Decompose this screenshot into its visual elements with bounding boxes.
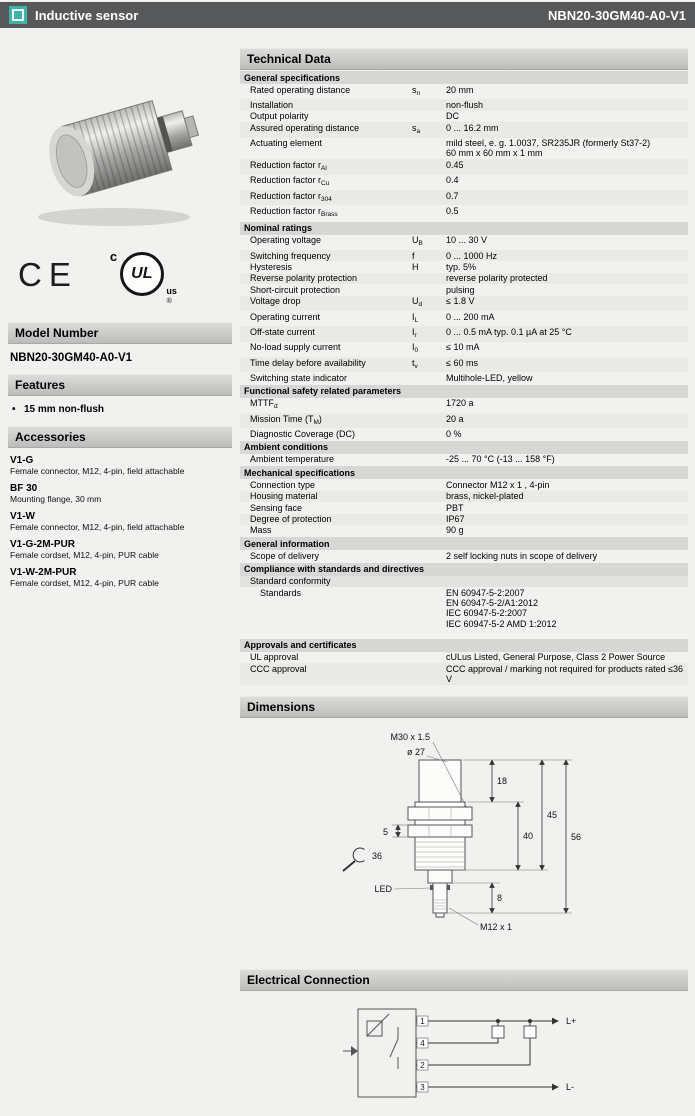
l-plus-label: L+ (566, 1015, 577, 1026)
ul-registered-symbol: ® (166, 298, 172, 305)
spec-value-line: 0.5 (446, 205, 459, 216)
spec-value (446, 327, 688, 341)
ul-us-label: us (166, 286, 177, 296)
spec-row (240, 454, 688, 465)
l-minus-label: L- (566, 1081, 575, 1092)
pin-4-label: 4 (420, 1038, 425, 1048)
spec-value (446, 514, 688, 524)
product-photo (8, 54, 232, 242)
spec-value-line: non-flush (446, 99, 484, 110)
spec-symbol (412, 454, 446, 464)
spec-value-line: EN 60947-5-2:2007 (446, 587, 525, 598)
spec-row (240, 372, 688, 383)
spec-label: Diagnostic Coverage (DC) (250, 428, 356, 439)
spec-row (240, 311, 688, 326)
spec-section-header: Compliance with standards and directives (240, 563, 688, 576)
spec-label: Voltage drop (250, 296, 301, 307)
spec-row (240, 273, 688, 284)
spec-symbol (412, 100, 446, 110)
spec-value (446, 551, 688, 561)
accessory-name: V1-W-2M-PUR (10, 567, 77, 578)
spec-label: Standards (260, 587, 302, 598)
approval-marks (18, 248, 232, 305)
spec-value (446, 273, 688, 283)
spec-symbol: $I_r$ (412, 326, 417, 339)
spec-value-line: 90 g (446, 525, 464, 536)
feature-text: 15 mm non-flush (24, 404, 105, 415)
spec-row (240, 357, 688, 372)
spec-value (446, 491, 688, 501)
dim-nut-thickness: 5 (382, 826, 388, 837)
spec-label: Reduction factor $r_{Cu}$ (250, 175, 330, 188)
spec-value-line: EN 60947-5-2/A1:2012 (446, 598, 539, 609)
spec-row (240, 84, 688, 99)
spec-row (240, 99, 688, 110)
spec-label: Switching frequency (250, 250, 331, 261)
spec-value (446, 576, 688, 586)
spec-value (446, 664, 688, 685)
spec-value (446, 235, 688, 249)
spec-label: Connection type (250, 479, 316, 490)
spec-label: Time delay before availability (250, 357, 366, 368)
spec-value (446, 296, 688, 310)
spec-symbol (412, 652, 446, 662)
head-outline (419, 760, 461, 802)
spec-value (446, 503, 688, 513)
spec-row (240, 190, 688, 205)
spec-row (240, 525, 688, 536)
spec-value-line: 0 ... 16.2 mm (446, 122, 499, 133)
thread-size-label: M30 x 1.5 (390, 731, 430, 742)
spec-label: Standard conformity (250, 576, 331, 587)
spec-label: UL approval (250, 652, 299, 663)
accessories-heading: Accessories (8, 426, 232, 448)
spec-row (240, 491, 688, 502)
spec-value-line: -25 ... 70 °C (-13 ... 158 °F) (446, 454, 555, 465)
spec-symbol (412, 285, 446, 295)
spec-row (240, 663, 688, 685)
spec-symbol (412, 514, 446, 524)
connector-thread-label: M12 x 1 (480, 921, 513, 932)
spec-row (240, 342, 688, 357)
spec-value (446, 525, 688, 535)
spec-row (240, 250, 688, 261)
spec-value-line: 60 mm x 60 mm x 1 mm (446, 148, 543, 159)
spec-row (240, 138, 688, 160)
spec-value-line: 0.7 (446, 190, 459, 201)
spec-value-line: 20 a (446, 413, 464, 424)
pin-2-label: 2 (420, 1060, 425, 1070)
technical-data-table (240, 71, 688, 685)
spec-row (240, 296, 688, 311)
spec-value (446, 160, 688, 174)
wrench-icon (343, 848, 365, 871)
accessory-item (10, 511, 230, 532)
connector-tip (436, 913, 444, 917)
spec-symbol (412, 480, 446, 490)
dimension-drawing-area (240, 718, 688, 963)
spec-value-line: brass, nickel-plated (446, 491, 524, 502)
spec-label: Operating current (250, 311, 321, 322)
spec-label: Assured operating distance (250, 122, 360, 133)
spec-value (446, 312, 688, 326)
spec-label: Actuating element (250, 138, 323, 148)
connector-outline (433, 883, 447, 913)
spec-row (240, 261, 688, 272)
product-photo-image (8, 54, 226, 242)
dim-body-length: 45 (547, 809, 558, 820)
spec-value (446, 454, 688, 464)
spec-symbol (412, 175, 446, 189)
spec-label: Installation (250, 99, 294, 110)
spec-label: $MTTF_d$ (250, 398, 278, 411)
nut-2-outline (408, 825, 472, 837)
spec-symbol (412, 414, 446, 428)
spec-value-line: 2 self locking nuts in scope of delivery (446, 550, 598, 561)
spec-row (240, 159, 688, 174)
accessories-list (8, 448, 232, 588)
spec-value-line: IEC 60947-5-2 AMD 1:2012 (446, 618, 557, 629)
spec-value (446, 588, 688, 630)
nut-1-outline (408, 807, 472, 820)
spec-symbol: $s_n$ (412, 84, 421, 97)
spec-section-header: Ambient conditions (240, 441, 688, 454)
led-ring-left (430, 885, 433, 890)
accessory-name: V1-W (10, 511, 35, 522)
spec-label: Reduction factor $r_{Al}$ (250, 159, 327, 172)
accessory-name: V1-G-2M-PUR (10, 539, 76, 550)
spec-value (446, 652, 688, 662)
spec-value (446, 480, 688, 490)
spec-symbol (412, 398, 446, 412)
spec-label: Sensing face (250, 502, 303, 513)
spec-row (240, 428, 688, 439)
spec-value-line: ≤ 1.8 V (446, 296, 475, 307)
spec-value (446, 342, 688, 356)
spec-symbol: $U_B$ (412, 235, 423, 248)
spec-row (240, 326, 688, 341)
spec-label: Short-circuit protection (250, 284, 341, 295)
led-ring-right (447, 885, 450, 890)
left-column (8, 40, 232, 595)
dim-wrench-size: 36 (372, 850, 383, 861)
spec-label: Reverse polarity protection (250, 273, 358, 284)
spec-label: Mission Time $(T_M)$ (250, 413, 322, 426)
spec-symbol (412, 206, 446, 220)
spec-value (446, 398, 688, 412)
accessory-name: V1-G (10, 455, 34, 466)
spec-value-line: Connector M12 x 1 , 4-pin (446, 479, 550, 490)
spec-symbol: $U_d$ (412, 296, 423, 309)
diameter-label: ø 27 (406, 746, 425, 757)
electrical-connection-diagram (240, 995, 688, 1111)
technical-data-heading: Technical Data (240, 48, 688, 70)
neck-outline (428, 870, 452, 883)
spec-section-header: General information (240, 537, 688, 550)
spec-symbol (412, 373, 446, 383)
spec-symbol: f (412, 250, 415, 261)
spec-symbol (412, 491, 446, 501)
features-heading: Features (8, 374, 232, 396)
spec-value (446, 414, 688, 428)
spec-row (240, 235, 688, 250)
spec-value (446, 85, 688, 99)
spec-symbol (412, 191, 446, 205)
accessory-desc: Mounting flange, 30 mm (10, 494, 102, 504)
spec-value (446, 138, 688, 159)
ul-c-label: c (109, 249, 118, 264)
spec-label: Off-state current (250, 326, 315, 337)
spec-row (240, 205, 688, 220)
model-number-heading: Model Number (8, 322, 232, 344)
spec-value (446, 191, 688, 205)
ce-mark: CE (18, 256, 78, 293)
spec-row (240, 514, 688, 525)
accessory-desc: Female connector, M12, 4-pin, field attachable (10, 522, 185, 532)
spec-label: Ambient temperature (250, 454, 335, 465)
spec-value (446, 100, 688, 110)
accessory-item (10, 483, 230, 504)
spec-section-header: Nominal ratings (240, 222, 688, 235)
spec-value (446, 358, 688, 372)
spec-value-line: 20 mm (446, 84, 474, 95)
feature-item (8, 396, 232, 425)
spec-row (240, 652, 688, 663)
spec-row (240, 122, 688, 137)
spec-value (446, 285, 688, 295)
spec-label: Switching state indicator (250, 372, 348, 383)
spec-value-line: ≤ 60 ms (446, 357, 478, 368)
spec-row (240, 413, 688, 428)
spec-value-line: 0 ... 1000 Hz (446, 250, 498, 261)
accessory-item (10, 567, 230, 588)
dim-head-length: 18 (497, 775, 508, 786)
spec-symbol (412, 588, 446, 630)
pin-3-label: 3 (420, 1082, 425, 1092)
spec-value-line: CCC approval / marking not required for products rated ≤36 V (446, 663, 684, 685)
spec-symbol: $I_L$ (412, 311, 419, 324)
spec-value-line: Multihole-LED, yellow (446, 372, 533, 383)
spec-label: Hysteresis (250, 261, 293, 272)
spec-row (240, 576, 688, 587)
accessory-desc: Female connector, M12, 4-pin, field attachable (10, 466, 185, 476)
inductive-sensor-symbol (367, 1014, 398, 1069)
spec-value-line: typ. 5% (446, 261, 477, 272)
spec-value (446, 175, 688, 189)
spec-section-header: General specifications (240, 71, 688, 84)
spec-value-line: pulsing (446, 284, 475, 295)
spec-row (240, 111, 688, 122)
dim-thread-length: 40 (523, 830, 534, 841)
spec-symbol (412, 503, 446, 513)
spec-value-line: 1720 a (446, 398, 474, 409)
spec-section-header: Functional safety related parameters (240, 385, 688, 398)
spec-label: No-load supply current (250, 342, 341, 353)
spec-row (240, 587, 688, 630)
spec-symbol: $I_0$ (412, 342, 419, 355)
cul-us-mark (109, 249, 177, 305)
spec-label: Operating voltage (250, 235, 322, 246)
spec-label: Housing material (250, 491, 318, 502)
spec-row (240, 175, 688, 190)
spec-label: CCC approval (250, 663, 307, 674)
accessory-desc: Female cordset, M12, 4-pin, PUR cable (10, 550, 159, 560)
spec-value (446, 373, 688, 383)
features-list (8, 396, 232, 425)
bullet: • (12, 404, 16, 415)
spec-symbol (412, 576, 446, 586)
spec-label: Rated operating distance (250, 84, 351, 95)
spec-symbol (412, 160, 446, 174)
electrical-connection-area (240, 991, 688, 1116)
output-1-branch (446, 1021, 498, 1043)
led-label: LED (374, 883, 392, 894)
ul-circle: UL (120, 252, 164, 296)
spec-symbol: H (412, 261, 419, 272)
spec-value-line: DC (446, 111, 459, 122)
spec-symbol (412, 273, 446, 283)
top-header-bar (0, 2, 695, 28)
spec-row (240, 398, 688, 413)
dim-connector-length: 8 (497, 892, 503, 903)
spec-value-line: 0.4 (446, 175, 459, 186)
spec-value-line: 0.45 (446, 159, 464, 170)
spec-label: Scope of delivery (250, 550, 320, 561)
spec-symbol: $t_v$ (412, 357, 418, 370)
spec-value-line: IP67 (446, 514, 465, 524)
spec-row (240, 550, 688, 561)
accessory-name: BF 30 (10, 483, 38, 494)
dim-total-length: 56 (571, 831, 582, 842)
target-direction-icon (343, 1046, 358, 1056)
model-number-value: NBN20-30GM40-A0-V1 (10, 352, 133, 364)
spec-value-line: ≤ 10 mA (446, 342, 480, 353)
accessory-desc: Female cordset, M12, 4-pin, PUR cable (10, 578, 159, 588)
dimension-drawing (240, 722, 688, 958)
spec-value-line: 0 ... 0.5 mA typ. 0.1 µA at 25 °C (446, 326, 572, 337)
spec-value-line: IEC 60947-5-2:2007 (446, 608, 528, 619)
load-2 (524, 1026, 536, 1038)
spec-row (240, 502, 688, 513)
spec-symbol (412, 525, 446, 535)
spec-value (446, 111, 688, 121)
spec-value (446, 429, 688, 439)
spec-symbol (412, 664, 446, 685)
spec-value (446, 123, 688, 137)
pin-stubs (416, 1016, 446, 1092)
spec-value (446, 251, 688, 261)
spec-value-line: cULus Listed, General Purpose, Class 2 Power Source (446, 652, 666, 663)
spec-label: Reduction factor $r_{Brass}$ (250, 205, 338, 218)
product-type-title: Inductive sensor (35, 7, 139, 23)
spec-row (240, 479, 688, 490)
header-part-number: NBN20-30GM40-A0-V1 (548, 7, 686, 23)
spec-value (446, 206, 688, 220)
accessory-item (10, 539, 230, 560)
spec-value-line: PBT (446, 502, 464, 513)
spec-symbol (412, 429, 446, 439)
spec-label: Output polarity (250, 111, 309, 122)
spec-section-header: Approvals and certificates (240, 639, 688, 652)
spec-symbol: $s_a$ (412, 122, 421, 135)
spec-label: Mass (250, 525, 272, 536)
right-column (240, 48, 688, 1116)
spec-value-line: 10 ... 30 V (446, 235, 488, 246)
electrical-connection-heading: Electrical Connection (240, 969, 688, 991)
spec-row (240, 284, 688, 295)
spec-label: Reduction factor $r_{304}$ (250, 190, 332, 203)
spec-label: Degree of protection (250, 514, 332, 524)
spec-value (446, 262, 688, 272)
spec-section-header: Mechanical specifications (240, 466, 688, 479)
spec-symbol (412, 138, 446, 159)
brand-icon (9, 6, 27, 24)
load-1 (492, 1026, 504, 1038)
spec-value-line: 0 % (446, 428, 462, 439)
accessory-item (10, 455, 230, 476)
dimensions-heading: Dimensions (240, 696, 688, 718)
spec-symbol (412, 551, 446, 561)
spec-value-line: reverse polarity protected (446, 273, 548, 284)
pin-1-label: 1 (420, 1016, 425, 1026)
spec-value-line: mild steel, e. g. 1.0037, SR235JR (formerly St37-2) (446, 138, 651, 148)
spec-symbol (412, 111, 446, 121)
spec-value-line: 0 ... 200 mA (446, 311, 495, 322)
